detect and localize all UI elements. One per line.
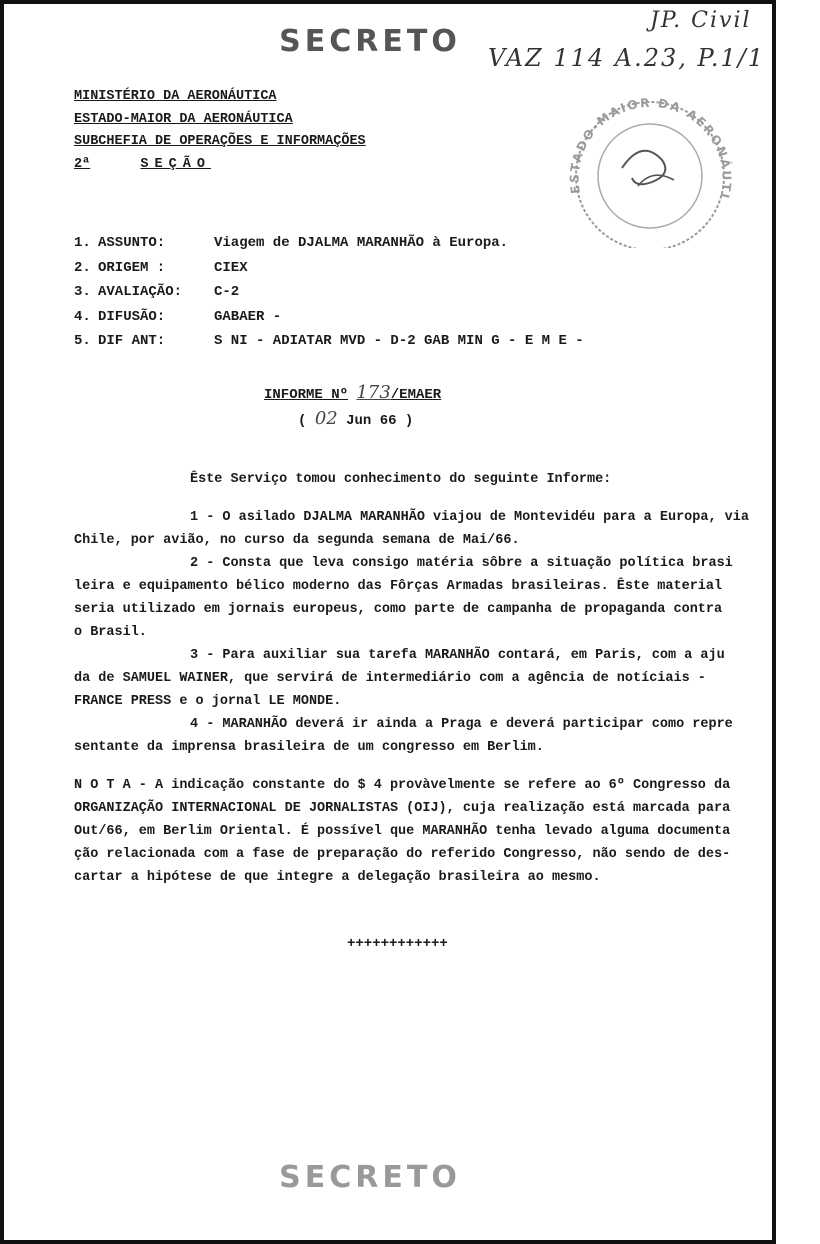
field-number: 5. [74,333,91,349]
handwritten-civil-note: JP. Civil [650,8,752,33]
informe-date-open: ( [298,413,307,429]
org-ministry: MINISTÉRIO DA AERONÁUTICA [74,89,277,104]
body-intro: Êste Serviço tomou conhecimento do seguinte Informe: [190,472,612,487]
paragraph-2-line: 2 - Consta que leva consigo matéria sôbre a situação política brasi [190,556,733,571]
end-mark: ++++++++++++ [347,936,448,952]
field-label: AVALIAÇÃO: [98,284,183,300]
paragraph-1-line: Chile, por avião, no curso da segunda semana de Mai/66. [74,533,520,548]
informe-suffix: /EMAER [390,387,442,403]
note-line: Out/66, em Berlim Oriental. É possível que MARANHÃO tenha levado alguma documenta [74,824,731,839]
paragraph-4-line: 4 - MARANHÃO deverá ir ainda a Praga e deverá participar como repre [190,717,733,732]
field-row [74,235,509,260]
paragraph-1-line: 1 - O asilado DJALMA MARANHÃO viajou de Montevidéu para a Europa, via [190,510,749,525]
field-value: S NI - ADIATAR MVD - D-2 GAB MIN G - E M E - [214,333,584,349]
seal-stamp-graphic [552,98,742,248]
field-value: GABAER - [214,308,282,325]
field-number: 4. [74,308,91,325]
field-label: DIF ANT: [98,333,166,349]
field-row [74,259,248,285]
field-row [74,284,240,309]
seal-stamp [552,98,742,248]
paragraph-3-line: da de SAMUEL WAINER, que servirá de intermediário com a agência de notíciais - [74,671,706,686]
page-edge-left [0,0,4,1244]
svg-text:ESTADO-MAIOR DA AERONÁUTICA 2ª [552,98,734,201]
informe-date-rest: Jun 66 ) [346,413,414,429]
informe-number: 173 [356,382,391,403]
org-section-line [74,154,366,177]
classification-bottom: SECRETO [279,1160,461,1195]
informe-day: 02 [314,408,338,429]
field-number: 1. [74,235,91,251]
org-section: SEÇÃO [140,156,211,172]
informe-date-line [264,407,441,433]
paragraph-2-line: leira e equipamento bélico moderno das Fôrças Armadas brasileiras. Êste material [74,579,723,594]
informe-number-line [264,381,441,407]
page-edge-bottom [0,1240,776,1244]
paragraph-4-line: sentante da imprensa brasileira de um congresso em Berlim. [74,740,544,755]
field-value: CIEX [214,259,248,276]
field-row [74,333,584,358]
document-fields [74,235,584,358]
field-value: C-2 [214,284,240,300]
paragraph-3-line: FRANCE PRESS e o jornal LE MONDE. [74,694,342,709]
paragraph-2-line: o Brasil. [74,625,147,640]
paragraph-2-line: seria utilizado em jornais europeus, como parte de campanha de propaganda contra [74,602,723,617]
stamp-text: ESTADO-MAIOR DA AERONÁUTI [567,98,734,202]
note-line: N O T A - A indicação constante do $ 4 provàvelmente se refere ao 6º Congresso da [74,778,731,793]
org-staff: ESTADO-MAIOR DA AERONÁUTICA [74,111,293,127]
field-label: ASSUNTO: [98,235,166,251]
classification-top: SECRETO [279,24,461,59]
informe-header [264,381,441,433]
org-section-number: 2ª [74,156,91,172]
field-label: ORIGEM : [98,259,166,276]
field-label: DIFUSÃO: [98,308,166,325]
note-line: cartar a hipótese de que integre a delegação brasileira ao mesmo. [74,870,601,885]
note-line: ORGANIZAÇÃO INTERNACIONAL DE JORNALISTAS (OIJ), cuja realização está marcada para [74,801,731,816]
note-line: ção relacionada com a fase de preparação do referido Congresso, não sendo de des- [74,847,731,862]
page-edge-top [0,0,776,4]
field-number: 2. [74,259,91,276]
organization-header [74,86,366,176]
page-edge-right [772,0,820,1244]
informe-prefix: INFORME Nº [264,387,349,403]
document-body [74,468,758,889]
handwritten-reference: VAZ 114 A.23, P.1/1 [488,44,766,72]
paragraph-3-line: 3 - Para auxiliar sua tarefa MARANHÃO contará, em Paris, com a aju [190,648,725,663]
field-value: Viagem de DJALMA MARANHÃO à Europa. [214,235,509,251]
org-subdivision: SUBCHEFIA DE OPERAÇÕES E INFORMAÇÕES [74,134,366,149]
field-number: 3. [74,284,91,300]
field-row [74,308,282,334]
